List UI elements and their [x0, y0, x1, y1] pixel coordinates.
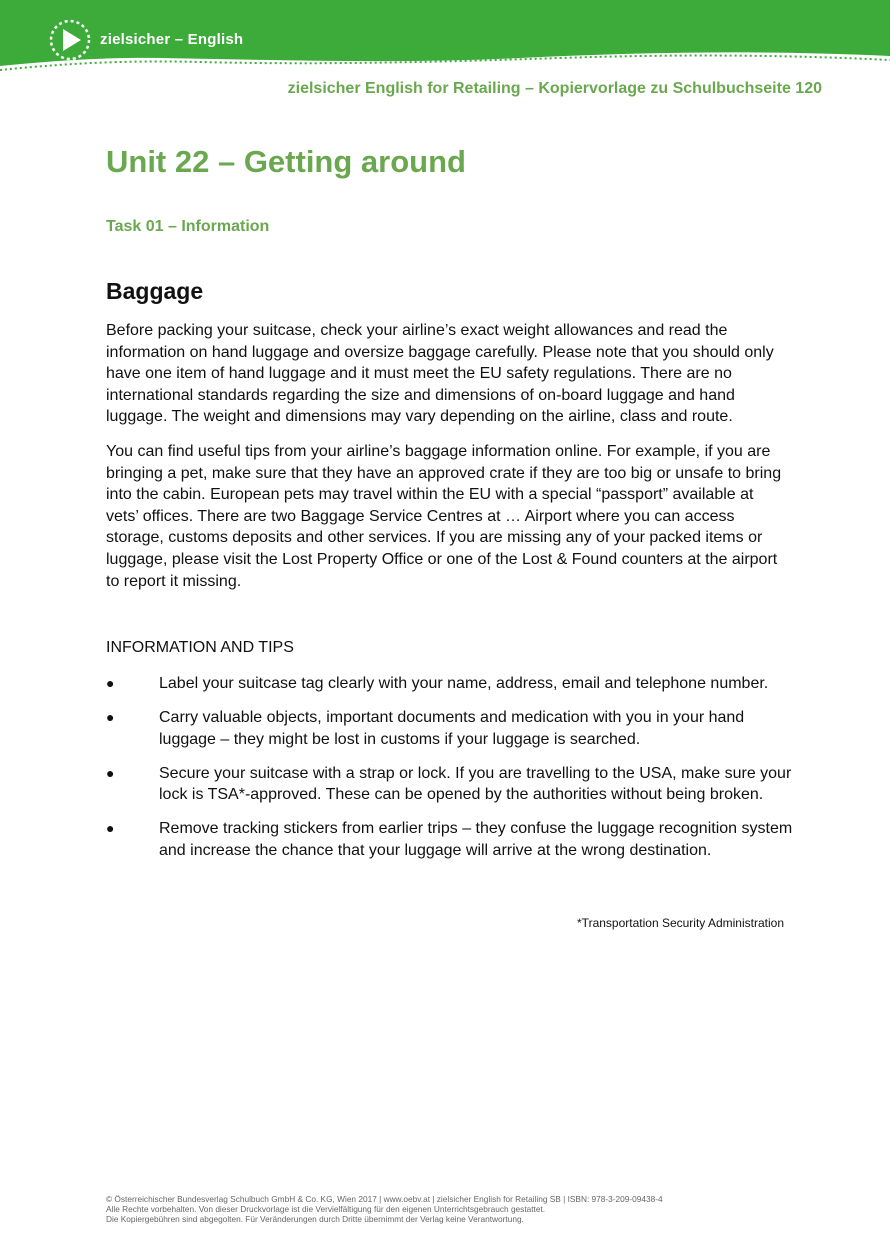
legal-footer [106, 1194, 806, 1224]
tip-text: Remove tracking stickers from earlier trips – they confuse the luggage recognition system and increase the chance that your luggage will arrive at the wrong destination. [159, 820, 793, 860]
brand-logo-text: zielsicher – English [100, 31, 244, 48]
bullet-icon: ● [106, 709, 115, 726]
section-heading: Baggage [106, 278, 204, 304]
task-label: Task 01 – Information [106, 218, 270, 235]
tip-item [106, 763, 796, 806]
tips-list [106, 673, 796, 874]
bullet-icon: ● [106, 820, 115, 837]
bullet-icon: ● [106, 764, 115, 781]
tip-text: Label your suitcase tag clearly with your name, address, email and telephone number. [159, 675, 769, 692]
info-heading: INFORMATION AND TIPS [106, 639, 294, 656]
paragraph: You can find useful tips from your airline’s baggage information online. For example, if you are bringing a pet, make sure that they have an approved crate if they are too big or unsafe to bring into the cabin. European pets may travel within the EU with a special “passport” available at vets’ offices. There are two Baggage Service Centres at … Airport where you can access storage, customs deposits and other services. If you are missing any of your packed items or luggage, please visit the Lost Property Office or one of the Lost & Found counters at the airport to report it missing. [106, 443, 782, 590]
page-title: Unit 22 – Getting around [106, 144, 466, 179]
page-subtitle: zielsicher English for Retailing – Kopiervorlage zu Schulbuchseite 120 [287, 80, 822, 97]
paragraph: Before packing your suitcase, check your airline’s exact weight allowances and read the information on hand luggage and oversize baggage carefully. Please note that you should only have one item of hand luggage and it must meet the EU safety regulations. There are no international standards regarding the size and dimensions of on-board luggage and hand luggage. The weight and dimensions may vary depending on the airline, class and route. [106, 322, 774, 426]
copyright-line: © Österreichischer Bundesverlag Schulbuch GmbH & Co. KG, Wien 2017 | www.oebv.at | zielsicher English for Retailing SB | ISBN: 978-3-209-09438-4 [106, 1194, 663, 1204]
fees-line: Die Kopiergebühren sind abgegolten. Für Veränderungen durch Dritte übernimmt der Verlag keine Verantwortung. [106, 1214, 524, 1224]
tip-item [106, 673, 796, 695]
tip-text: Carry valuable objects, important documents and medication with you in your hand luggage – they might be lost in customs if your luggage is searched. [159, 709, 745, 748]
tip-text: Secure your suitcase with a strap or lock. If you are travelling to the USA, make sure your lock is TSA*-approved. These can be opened by the authorities without being broken. [159, 764, 792, 804]
bullet-icon: ● [106, 675, 115, 691]
tip-item [106, 707, 796, 750]
rights-line: Alle Rechte vorbehalten. Von dieser Druckvorlage ist die Vervielfältigung für den eigenen Unterrichtsgebrauch gestattet. [106, 1204, 546, 1214]
footnote: *Transportation Security Administration [577, 916, 784, 930]
tip-item [106, 818, 796, 861]
